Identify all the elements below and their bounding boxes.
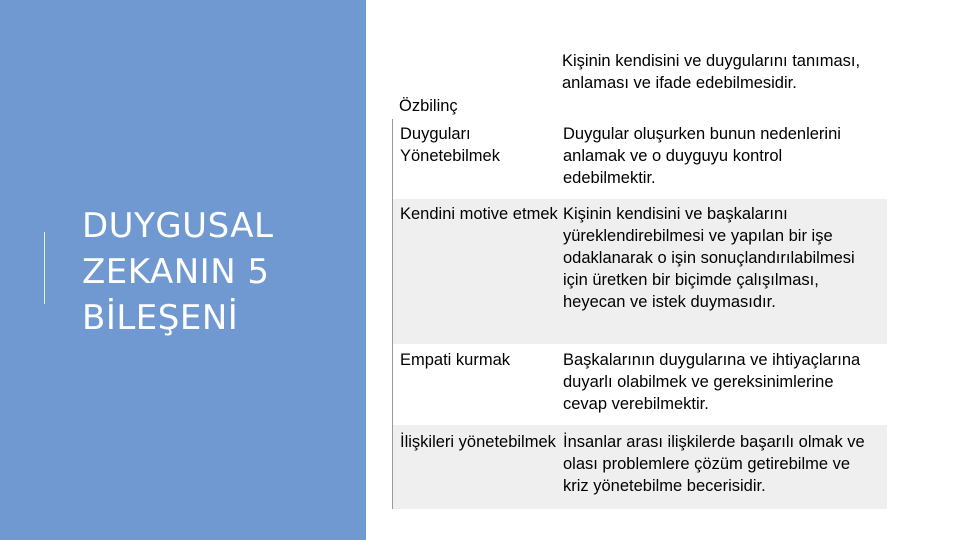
row-description: İnsanlar arası ilişkilerde başarılı olmak ve olası problemlere çözüm getirebilme ve kriz yönetebilme becerisidir. [563, 433, 865, 495]
title-line-2: ZEKANIN 5 [82, 252, 270, 292]
row-term: İlişkileri yönetebilmek [400, 433, 556, 451]
row-description: Kişinin kendisini ve duygularını tanıması, anlaması ve ifade edebilmesidir. [562, 52, 861, 92]
title-line-1: DUYGUSAL [82, 206, 274, 246]
row-description: Duygular oluşurken bunun nedenlerini anlamak ve o duyguyu kontrol edebilmektir. [563, 125, 841, 187]
row-description: Kişinin kendisini ve başkalarını yüreklendirebilmesi ve yapılan bir işe odaklanarak o işin sonuçlandırılabilmesi için üretken bir biçimde çalışılması, heyecan ve istek duymasıdır. [563, 205, 855, 311]
accent-divider [44, 232, 45, 304]
components-table [392, 44, 887, 509]
table-row [392, 344, 887, 425]
row-term: Özbilinç [399, 97, 458, 115]
table-row [392, 119, 887, 199]
slide-title [82, 203, 352, 341]
row-term: Duyguları Yönetebilmek [400, 125, 500, 165]
row-term: Empati kurmak [400, 351, 511, 369]
title-panel [0, 0, 366, 540]
row-term: Kendini motive etmek [400, 205, 558, 223]
title-line-3: BİLEŞENİ [82, 298, 239, 338]
row-description: Başkalarının duygularına ve ihtiyaçlarına duyarlı olabilmek ve gereksinimlerine cevap verebilmektir. [563, 351, 861, 413]
table-row [392, 44, 887, 119]
table-row [392, 425, 887, 509]
table-row [392, 199, 887, 344]
